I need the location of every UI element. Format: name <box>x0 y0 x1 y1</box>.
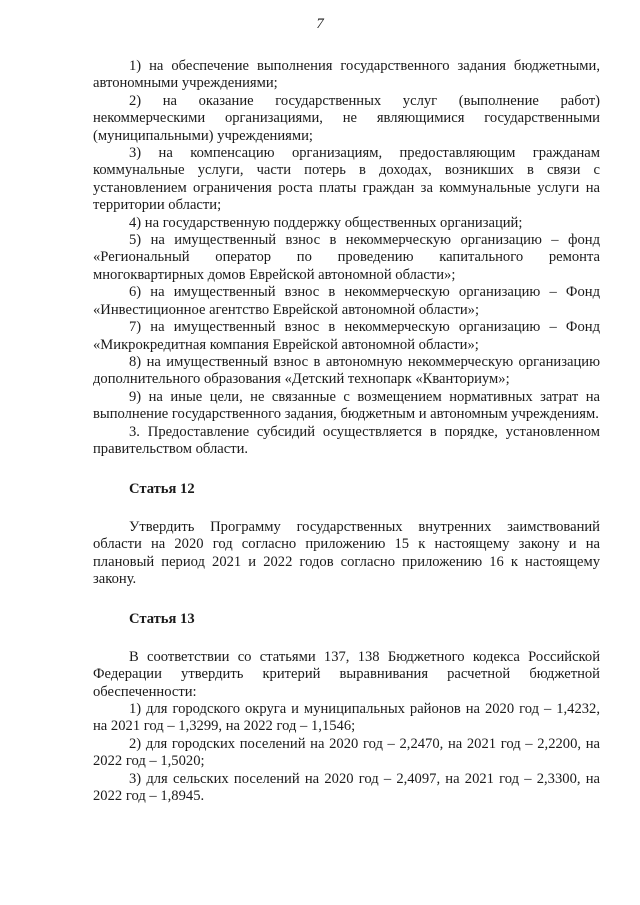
list-item: 2) на оказание государственных услуг (выполнение работ) некоммерческими организациями, не являющимися государственными (муниципальными) учреждениями; <box>93 92 600 144</box>
article-12-text: Утвердить Программу государственных внутренних заимствований области на 2020 год согласно приложению 15 к настоящему закону и на плановый период 2021 и 2022 годов согласно приложению 16 к настоящему закону. <box>93 518 600 587</box>
list-item: 8) на имущественный взнос в автономную некоммерческую организацию дополнительного образования «Детский технопарк «Кванториум»; <box>93 353 600 388</box>
list-item: 1) на обеспечение выполнения государственного задания бюджетными, автономными учреждениями; <box>93 58 600 92</box>
article-13-item: 3) для сельских поселений на 2020 год – 2,4097, на 2021 год – 2,3300, на 2022 год – 1,8945. <box>93 770 600 805</box>
article-13-item: 2) для городских поселений на 2020 год – 2,2470, на 2021 год – 2,2200, на 2022 год – 1,5020; <box>93 735 600 770</box>
list-item: 9) на иные цели, не связанные с возмещением нормативных затрат на выполнение государственного задания, бюджетным и автономным учреждениям. <box>93 388 600 423</box>
article-13-item: 1) для городского округа и муниципальных районов на 2020 год – 1,4232, на 2021 год – 1,3299, на 2022 год – 1,1546; <box>93 701 600 735</box>
article-13-heading: Статья 13 <box>129 611 195 628</box>
list-item: 3) на компенсацию организациям, предоставляющим гражданам коммунальные услуги, части потерь в доходах, возникших в связи с установлением ограничения роста платы граждан за коммунальные услуги на территории области; <box>93 145 600 214</box>
article-12-heading: Статья 12 <box>129 481 195 498</box>
clause-3: 3. Предоставление субсидий осуществляется в порядке, установленном правительством области. <box>93 423 600 457</box>
list-item: 4) на государственную поддержку общественных организаций; <box>129 214 523 231</box>
list-item: 7) на имущественный взнос в некоммерческую организацию – Фонд «Микрокредитная компания Еврейской автономной области»; <box>93 319 600 353</box>
list-item: 6) на имущественный взнос в некоммерческую организацию – Фонд «Инвестиционное агентство Еврейской автономной области»; <box>93 284 600 318</box>
document-body <box>93 58 600 805</box>
article-13-intro: В соответствии со статьями 137, 138 Бюджетного кодекса Российской Федерации утвердить критерий выравнивания расчетной бюджетной обеспеченности: <box>93 648 600 700</box>
list-item: 5) на имущественный взнос в некоммерческую организацию – фонд «Региональный оператор по проведению капитального ремонта многоквартирных домов Еврейской автономной области»; <box>93 232 600 283</box>
page-number: 7 <box>316 16 324 32</box>
